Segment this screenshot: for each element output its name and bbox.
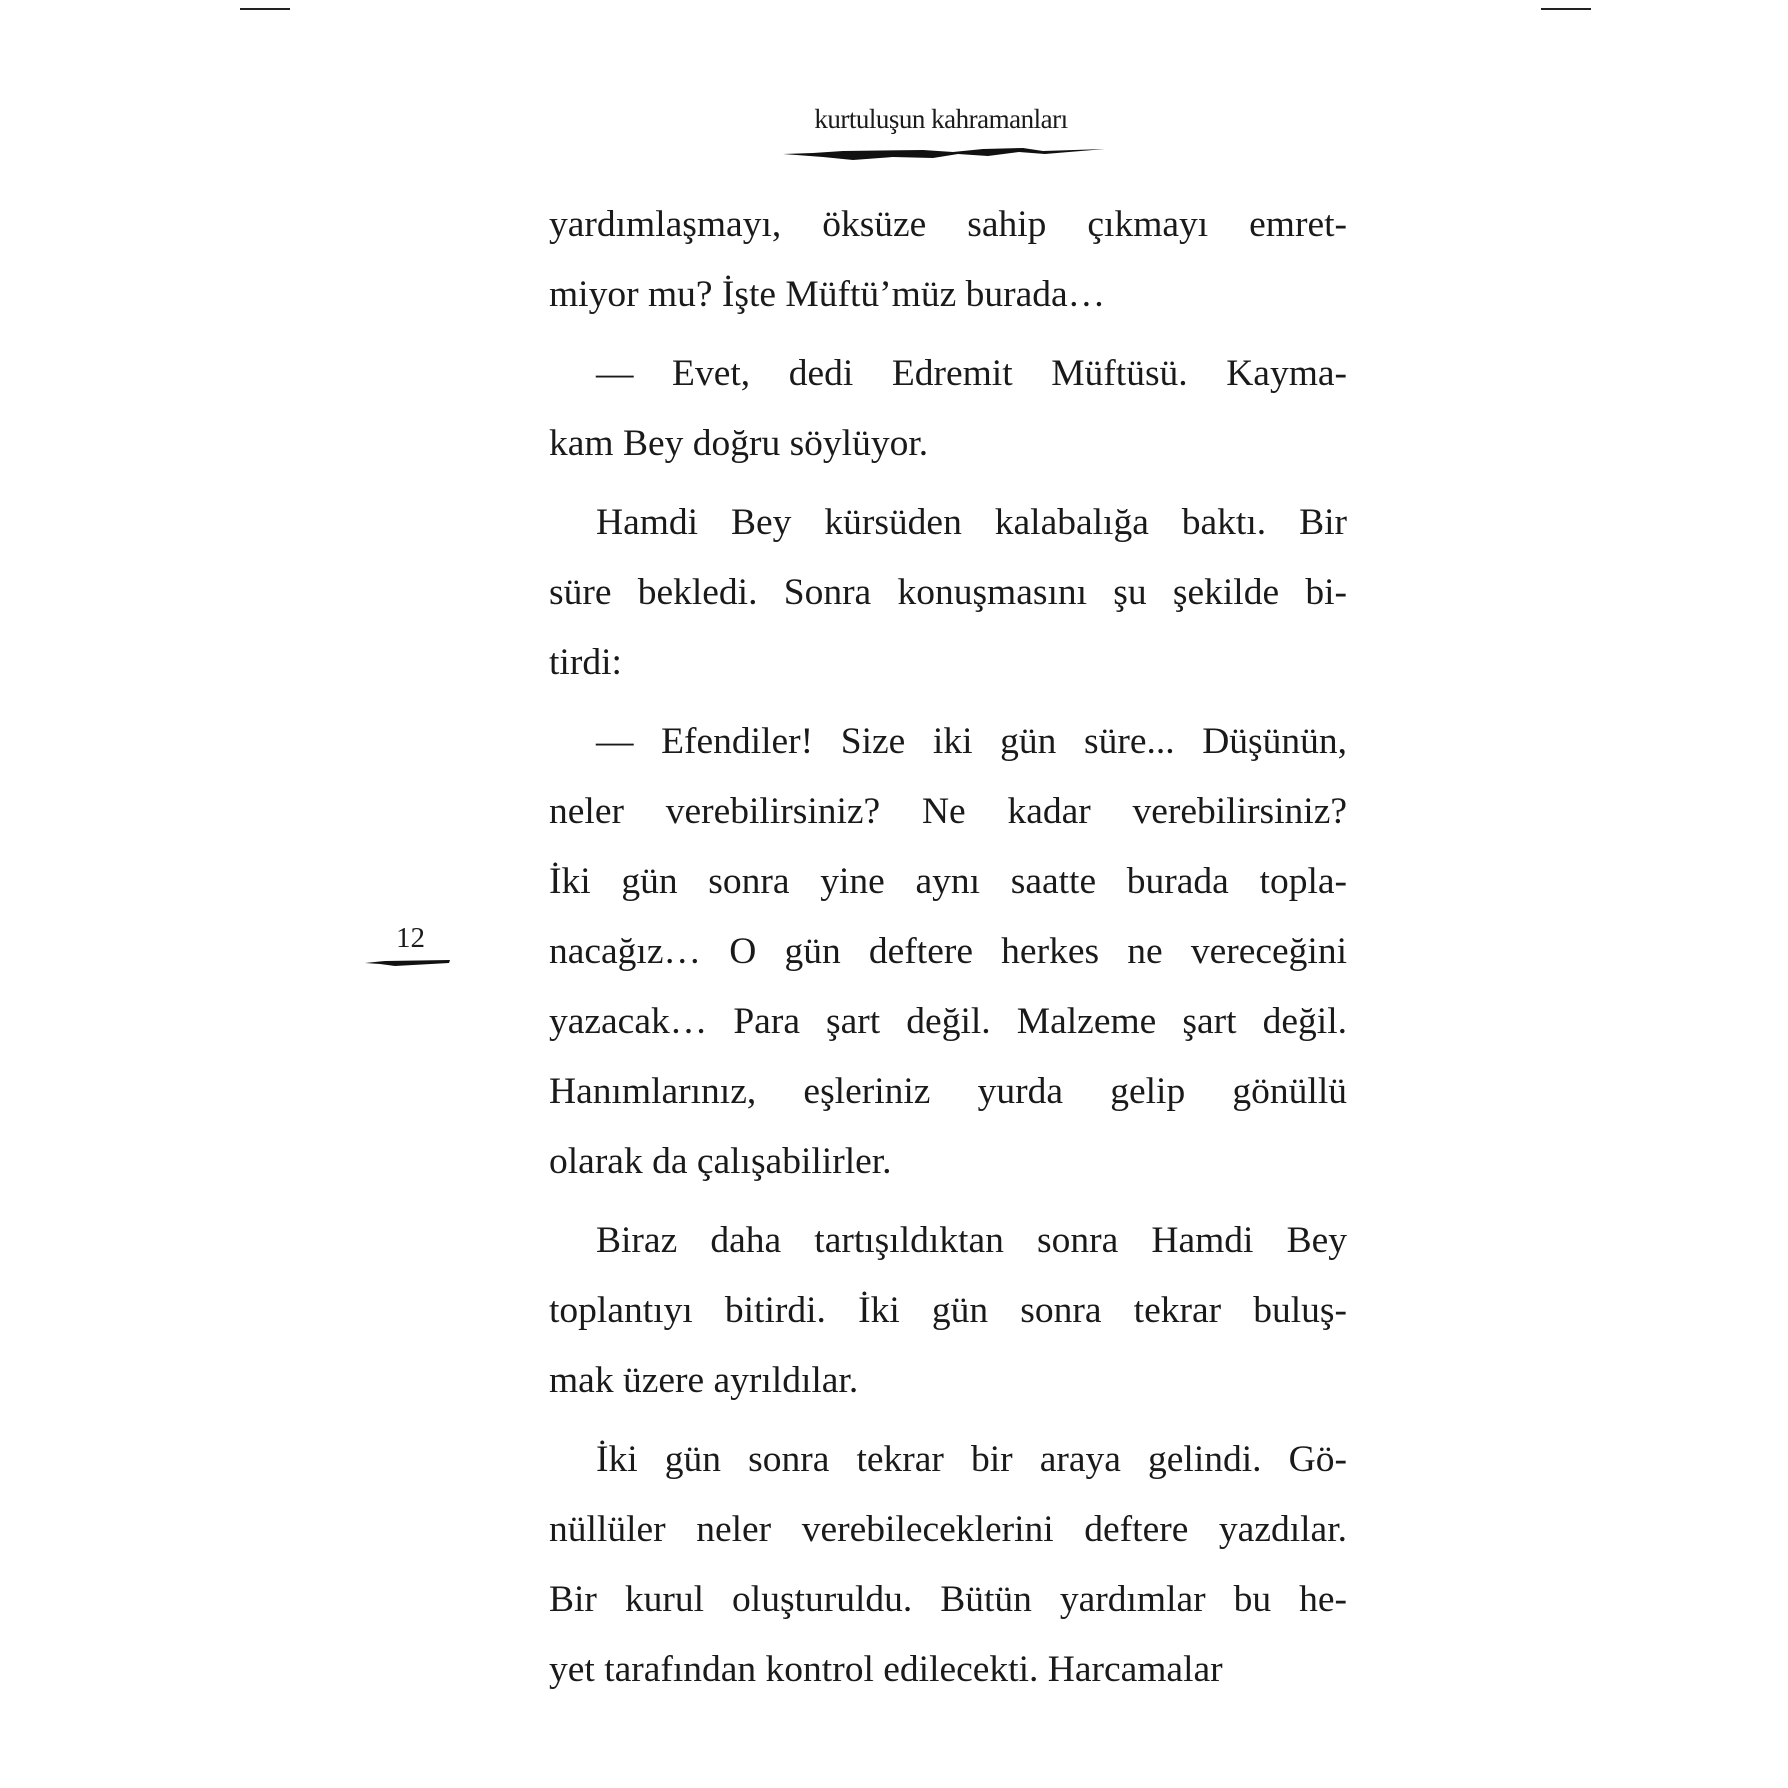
text-line: miyor mu? İşte Müftü’müz burada…: [549, 274, 1106, 315]
crop-mark-right: [1541, 8, 1591, 10]
paragraph: [549, 190, 1347, 330]
text-line: kam Bey doğru söylüyor.: [549, 423, 929, 464]
crop-mark-left: [240, 8, 290, 10]
text-line: yet tarafından kontrol edilecekti. Harcamalar: [549, 1649, 1223, 1690]
running-header: kurtuluşun kahramanları: [814, 104, 1068, 134]
text-line: Bir kurul oluşturuldu. Bütün yardımlar bu he-: [549, 1579, 1347, 1620]
text-line: İki gün sonra yine aynı saatte burada topla-: [549, 861, 1347, 902]
text-line: İki gün sonra tekrar bir araya gelindi. Gö-: [596, 1439, 1347, 1480]
page-number-swash: [365, 958, 450, 968]
text-line: — Evet, dedi Edremit Müftüsü. Kayma-: [596, 353, 1347, 394]
text-line: mak üzere ayrıldılar.: [549, 1360, 859, 1401]
text-line: — Efendiler! Size iki gün süre... Düşünün,: [596, 721, 1347, 762]
text-line: olarak da çalışabilirler.: [549, 1141, 892, 1182]
text-line: yardımlaşmayı, öksüze sahip çıkmayı emret-: [549, 204, 1347, 245]
text-line: Hanımlarınız, eşleriniz yurda gelip gönüllü: [549, 1071, 1347, 1112]
text-line: neler verebilirsiniz? Ne kadar verebilirsiniz?: [549, 791, 1347, 832]
paragraph: [549, 707, 1347, 1197]
text-line: Biraz daha tartışıldıktan sonra Hamdi Bey: [596, 1220, 1347, 1261]
text-line: süre bekledi. Sonra konuşmasını şu şekilde bi-: [549, 572, 1347, 613]
paragraph: [549, 488, 1347, 698]
text-line: nacağız… O gün deftere herkes ne vereceğini: [549, 931, 1347, 972]
text-line: yazacak… Para şart değil. Malzeme şart değil.: [549, 1001, 1347, 1042]
page-number: 12: [396, 922, 425, 954]
paragraph: [549, 1425, 1347, 1705]
body-text: [549, 190, 1347, 1714]
text-line: tirdi:: [549, 642, 622, 683]
text-line: nüllüler neler verebileceklerini deftere yazdılar.: [549, 1509, 1347, 1550]
header-swash-ornament: [783, 148, 1105, 162]
text-line: toplantıyı bitirdi. İki gün sonra tekrar buluş-: [549, 1290, 1347, 1331]
text-line: Hamdi Bey kürsüden kalabalığa baktı. Bir: [596, 502, 1347, 543]
paragraph: [549, 339, 1347, 479]
paragraph: [549, 1206, 1347, 1416]
